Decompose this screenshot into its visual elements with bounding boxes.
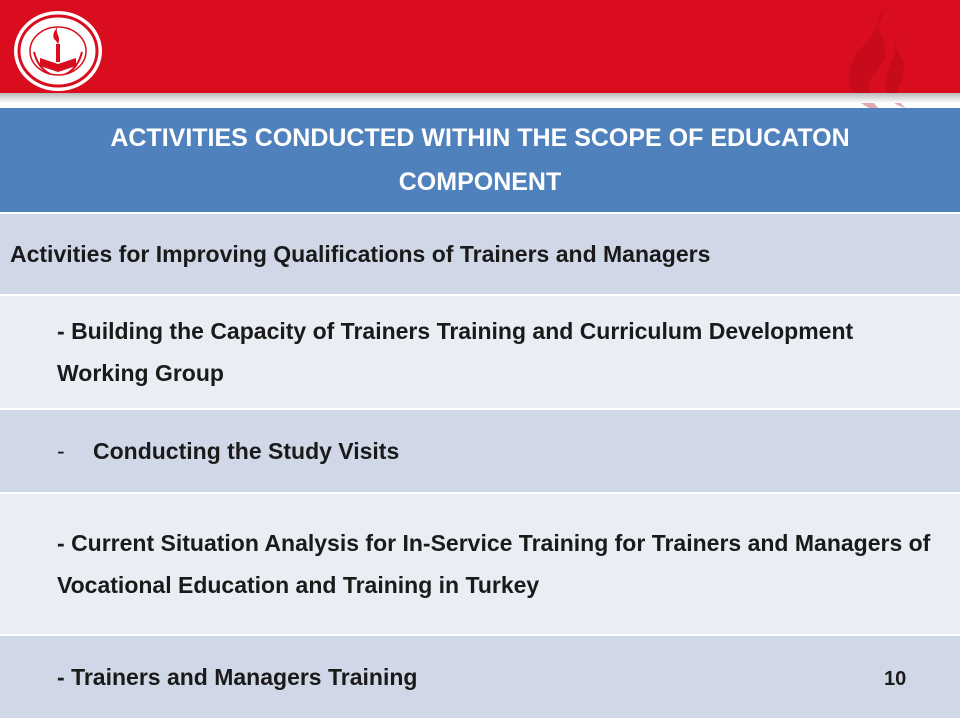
section-heading: Activities for Improving Qualifications of Trainers and Managers xyxy=(0,214,960,296)
activities-table xyxy=(0,108,960,720)
table-row xyxy=(0,410,960,494)
table-title: ACTIVITIES CONDUCTED WITHIN THE SCOPE OF EDUCATON COMPONENT xyxy=(0,108,960,214)
item-text: - Trainers and Managers Training xyxy=(57,664,418,690)
page-number: 10 xyxy=(884,668,907,690)
top-banner xyxy=(0,0,960,93)
item-marker: - xyxy=(57,438,65,464)
banner-shadow xyxy=(0,93,960,103)
table-row xyxy=(0,636,960,720)
table-row xyxy=(0,296,960,410)
item-text: - Current Situation Analysis for In-Service Training for Trainers and Managers of Vocational Education and Training in Turkey xyxy=(57,530,931,598)
item-text: Conducting the Study Visits xyxy=(93,438,400,464)
ministry-logo xyxy=(10,8,106,94)
item-text: - Building the Capacity of Trainers Training and Curriculum Development Working Group xyxy=(57,318,854,386)
table-row xyxy=(0,494,960,636)
